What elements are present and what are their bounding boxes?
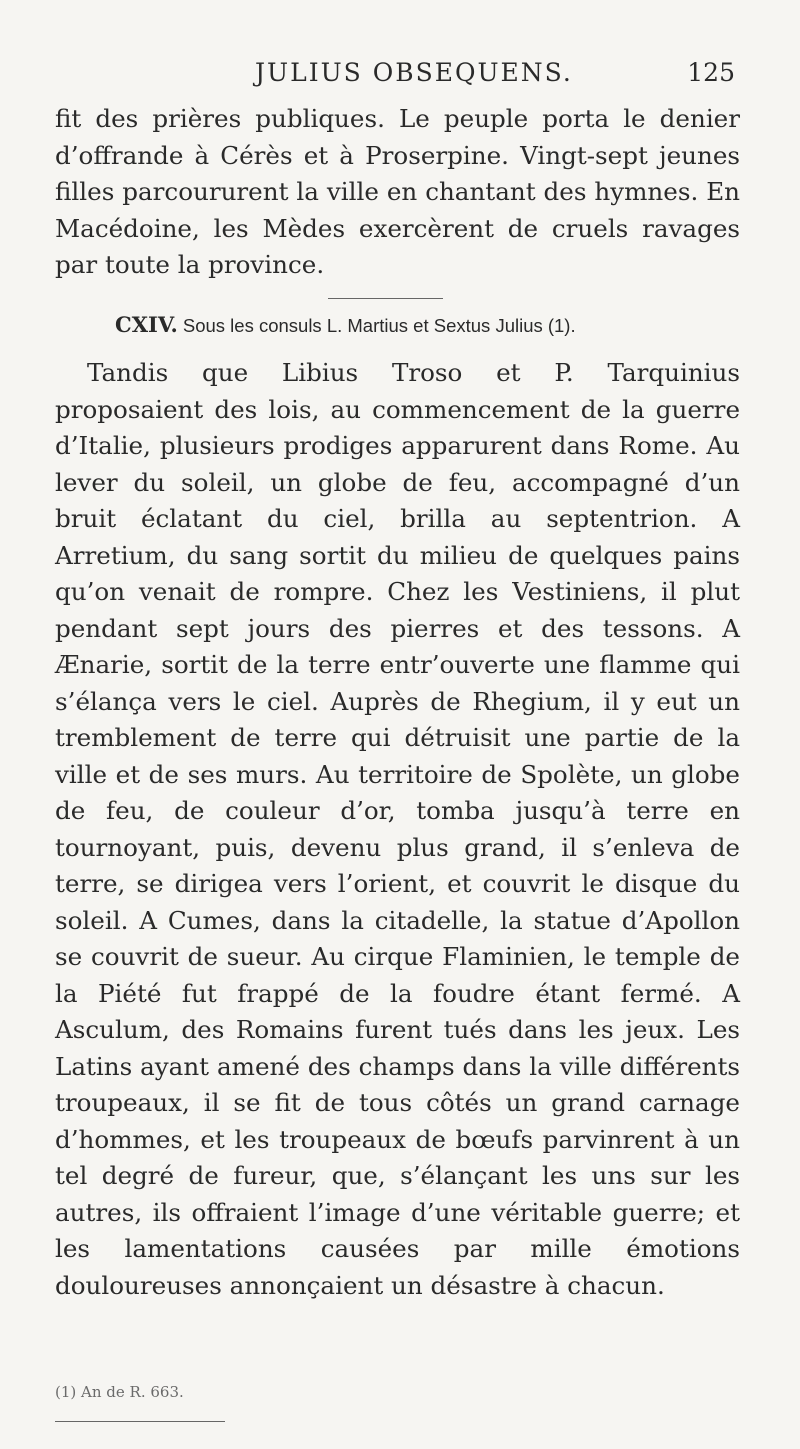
footnote-reference: (1). (547, 315, 576, 336)
section-divider (328, 298, 443, 299)
paragraph-continued: fit des prières publiques. Le peuple porta le denier d’offrande à Cérès et à Proserpine. Vingt-sept jeunes filles parcoururent la ville en chantant des hymnes. En Macédoine, les Mèdes exercèrent de cruels ravages par toute la province. (55, 104, 740, 279)
footnote-rule (55, 1421, 225, 1422)
page-number: 125 (687, 58, 735, 87)
section-title: Sous les consuls L. Martius et Sextus Julius (182, 315, 543, 336)
running-title: JULIUS OBSEQUENS. (255, 58, 573, 87)
paragraph-prodigies: Tandis que Libius Troso et P. Tarquinius proposaient des lois, au commencement de la guerre d’Italie, plusieurs prodiges apparurent dans Rome. Au lever du soleil, un globe de feu, accompagné d’un bruit éclatant du ciel, brilla au septentrion. A Arretium, du sang sortit du milieu de quelques pains qu’on venait de rompre. Chez les Vestiniens, il plut pendant sept jours des pierres et des tessons. A Ænarie, sortit de la terre entr’ouverte une flamme qui s’élança vers le ciel. Auprès de Rhegium, il y eut un tremblement de terre qui détruisit une partie de la ville et de ses murs. Au territoire de Spolète, un globe de feu, de couleur d’or, tomba jusqu’à terre en tournoyant, puis, devenu plus grand, il s’enleva de terre, se dirigea vers l’orient, et couvrit le disque du soleil. A Cumes, dans la citadelle, la statue d’Apollon se couvrit de sueur. Au cirque Flaminien, le temple de la Piété fut frappé de la foudre étant fermé. A Asculum, des Romains furent tués dans les jeux. Les Latins ayant amené des champs dans la ville différents troupeaux, il se fit de tous côtés un grand carnage d’hommes, et les troupeaux de bœufs parvinrent à un tel degré de fureur, que, s’élançant les uns sur les autres, ils offraient l’image d’une véritable guerre; et les lamentations causées par mille émotions douloureuses annonçaient un désastre à chacun. (55, 358, 740, 1300)
running-head (255, 58, 735, 92)
section-number: CXIV. (115, 312, 178, 337)
section-heading (115, 312, 755, 342)
footnote: (1) An de R. 663. (55, 1383, 184, 1401)
